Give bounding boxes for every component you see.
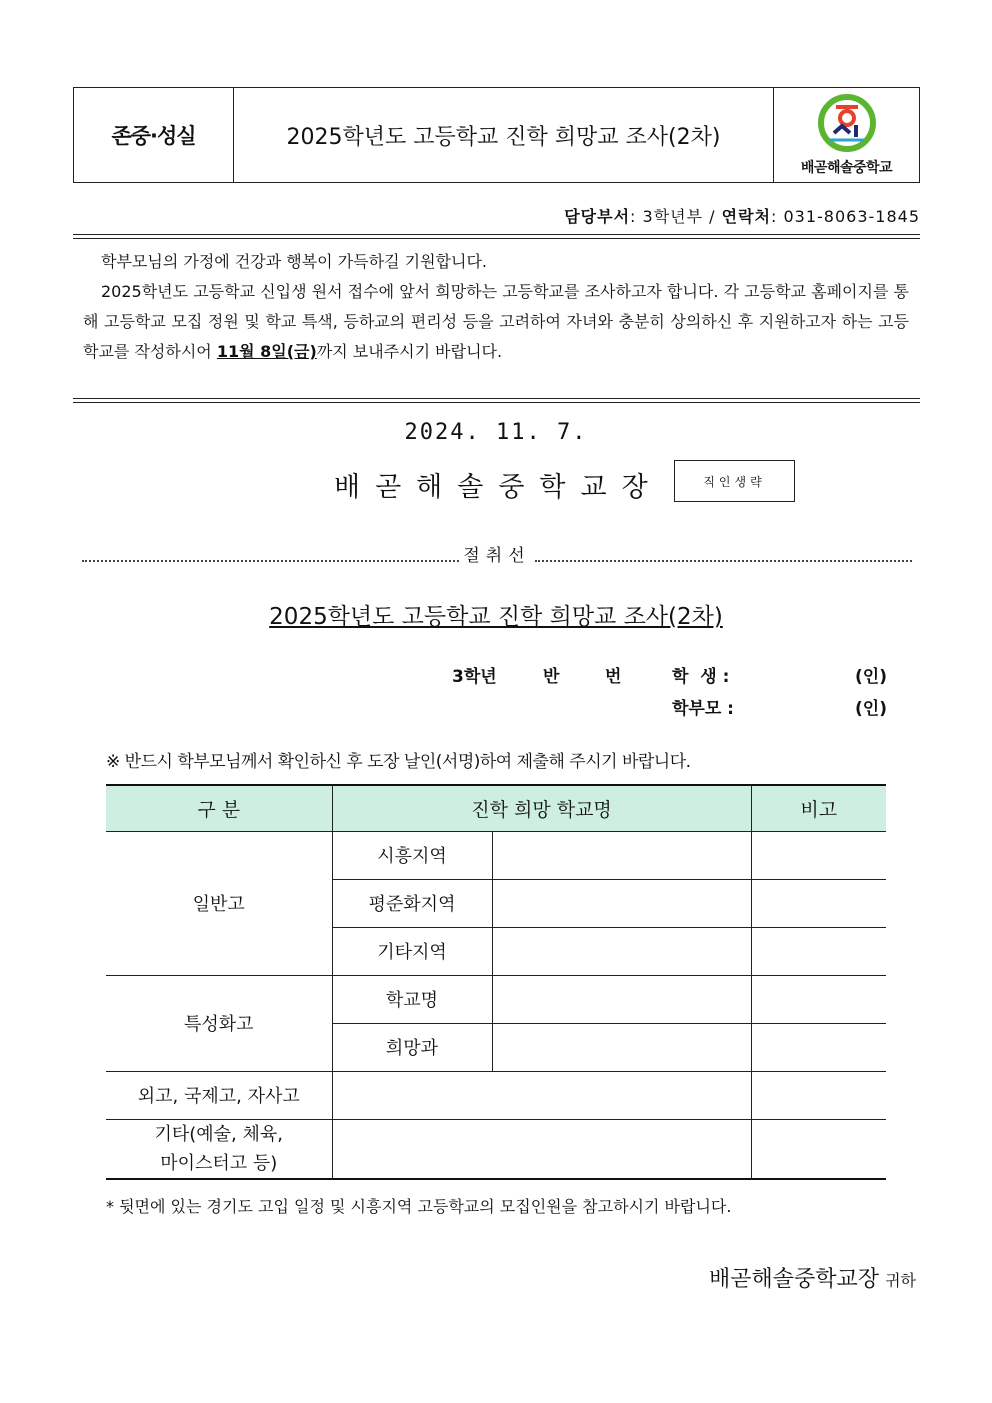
logo-school-name: 배곧해솔중학교: [800, 160, 893, 176]
class-label: 반: [543, 667, 560, 687]
seal-omitted-box: 직인생략: [674, 460, 795, 502]
school-input-cell[interactable]: [492, 831, 751, 879]
phone-value: : 031-8063-1845: [771, 207, 920, 226]
notice: ※ 반드시 학부모님께서 확인하신 후 도장 날인(서명)하여 제출해 주시기 바랍니다.: [106, 752, 691, 772]
school-input-cell[interactable]: [492, 1023, 751, 1071]
school-input-cell[interactable]: [492, 879, 751, 927]
region-label: 평준화지역: [332, 879, 492, 927]
school-input-cell[interactable]: [332, 1119, 751, 1179]
issue-date: 2024. 11. 7.: [404, 420, 588, 445]
remarks-cell[interactable]: [751, 879, 886, 927]
table-row: [106, 975, 886, 1023]
region-label: 기타지역: [332, 927, 492, 975]
school-motto: 존중·성실: [74, 88, 234, 182]
remarks-cell[interactable]: [751, 831, 886, 879]
addressee-name: 배곧해솔중학교장: [709, 1267, 880, 1292]
intro-greeting: 학부모님의 가정에 건강과 행복이 가득하길 기원합니다.: [101, 252, 488, 271]
document-title: 2025학년도 고등학교 진학 희망교 조사(2차): [234, 88, 774, 182]
dept-label: 담당부서: [564, 207, 631, 226]
cut-label: 절취선: [463, 546, 531, 566]
dept-value: : 3학년부 /: [630, 207, 722, 226]
school-logo: [774, 88, 919, 182]
principal-name: 배곧해솔중학교장: [334, 472, 663, 503]
dotted-line-left: [82, 560, 459, 562]
header-box: [73, 87, 920, 183]
intro-body: 2025학년도 고등학교 신입생 원서 접수에 앞서 희망하는 고등학교를 조사하고자 합니다. 각 고등학교 홈페이지를 통해 고등학교 모집 정원 및 학교 특색, 등하교의 편리성 등을 고려하여 자녀와 충분히 상의하신 후 지원하고자 하는 고등학교를 작성하시어 11월 8일(금)까지 보내주시기 바랍니다.: [83, 282, 909, 361]
school-input-cell[interactable]: [492, 927, 751, 975]
addressee: [709, 1262, 916, 1293]
form-title: 2025학년도 고등학교 진학 희망교 조사(2차): [269, 604, 723, 630]
header-remarks: 비고: [751, 785, 886, 831]
student-label: 학 생 :: [672, 667, 730, 687]
remarks-cell[interactable]: [751, 1119, 886, 1179]
remarks-cell[interactable]: [751, 927, 886, 975]
parent-label: 학부모 :: [672, 699, 734, 719]
remarks-cell[interactable]: [751, 975, 886, 1023]
school-emblem-icon: [812, 93, 882, 155]
addressee-suffix: 귀하: [885, 1271, 916, 1290]
grade-label: 3학년: [452, 667, 497, 687]
category-special-purpose: 외고, 국제고, 자사고: [106, 1071, 332, 1119]
dotted-line-right: [535, 560, 912, 562]
category-vocational: 특성화고: [106, 975, 332, 1071]
divider-bottom: [73, 398, 920, 403]
intro-text: [83, 247, 909, 367]
category-general: 일반고: [106, 831, 332, 975]
header-category: 구 분: [106, 785, 332, 831]
category-other: 기타(예술, 체육, 마이스터고 등): [106, 1119, 332, 1179]
table-row: [106, 1071, 886, 1119]
divider-top: [73, 234, 920, 239]
table-row: [106, 831, 886, 879]
region-label: 시흥지역: [332, 831, 492, 879]
cut-line: [82, 541, 912, 566]
school-input-cell[interactable]: [332, 1071, 751, 1119]
survey-table: [106, 784, 886, 1180]
table-header-row: [106, 785, 886, 831]
deadline: 11월 8일(금): [216, 342, 317, 361]
phone-label: 연락처: [721, 207, 771, 226]
field-label: 희망과: [332, 1023, 492, 1071]
footnote: * 뒷면에 있는 경기도 고입 일정 및 시흥지역 고등학교의 모집인원을 참고하시기 바랍니다.: [106, 1197, 732, 1216]
field-label: 학교명: [332, 975, 492, 1023]
table-row: [106, 1119, 886, 1179]
remarks-cell[interactable]: [751, 1023, 886, 1071]
number-label: 번: [605, 667, 622, 687]
contact-line: [564, 204, 920, 227]
student-seal: (인): [855, 667, 887, 687]
parent-seal: (인): [855, 699, 887, 719]
remarks-cell[interactable]: [751, 1071, 886, 1119]
school-input-cell[interactable]: [492, 975, 751, 1023]
header-school-name: 진학 희망 학교명: [332, 785, 751, 831]
